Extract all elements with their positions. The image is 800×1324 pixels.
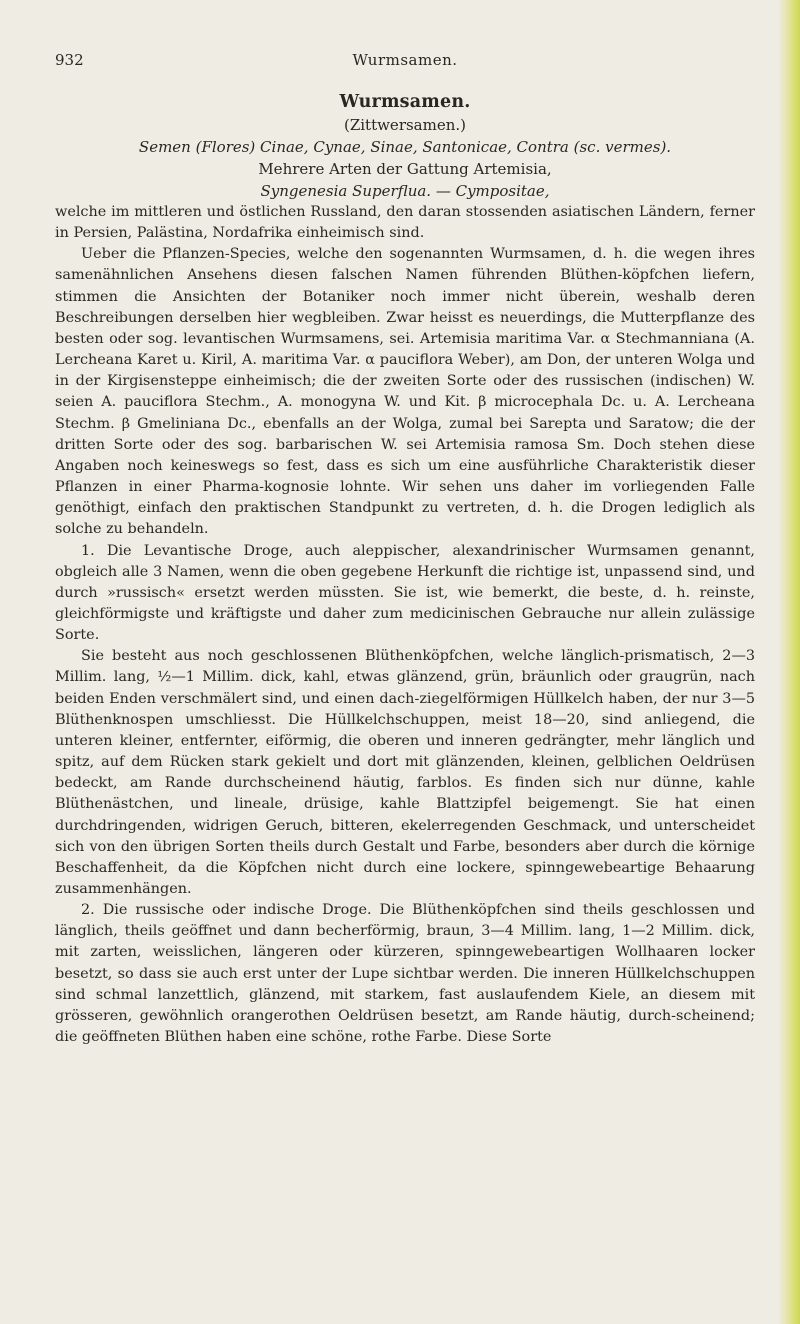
article-subtitle: (Zittwersamen.) [343,116,467,134]
latin-drug-names: Semen (Flores) Cinae, Cynae, Sinae, Santonicae, Contra (sc. vermes). [138,138,672,156]
paragraph-levantine-description: Sie besteht aus noch geschlossenen Blüthenköpfchen, welche länglich-prismatisch, 2—3 Millim. lang, ½—1 Millim. dick, kahl, etwas glänzend, grün, bräunlich oder graugrün, nach beiden Enden verschmälert sind, und einen dach-ziegelförmigen Hüllkelch haben, der nur 3—5 Blüthenknospen umschliesst. Die Hüllkelchschuppen, meist 18—20, sind anliegend, die unteren kleiner, entfernter, eiförmig, die oberen und inneren gedrängter, mehr länglich und spitz, auf dem Rücken stark gekielt und dort mit glänzenden, kleinen, gelblichen Oeldrüsen bedeckt, am Rande durchscheinend häutig, farblos. Es finden sich nur dünne, kahle Blüthenästchen, und lineale, drüsige, kahle Blattzipfel beigemengt. Sie hat einen durchdringenden, widrigen Geruch, bitteren, ekelerregenden Geschmack, und unterscheidet sich von den übrigen Sorten theils durch Gestalt und Farbe, besonders aber durch die körnige Beschaffenheit, da die Köpfchen nicht durch eine lockere, spinngewebeartige Behaarung zusammenhängen. [55,648,755,897]
article-body [55,90,755,1048]
paragraph-levantine-drug: 1. Die Levantische Droge, auch aleppischer, alexandrinischer Wurmsamen genannt, obgleich alle 3 Namen, wenn die oben gegebene Herkunft die richtige ist, unpassend sind, und durch »russisch« ersetzt werden müssten. Sie ist, wie bemerkt, die beste, d. h. reinste, gleichförmigste und kräftigste und daher zum medicinischen Gebrauche nur allein zulässige Sorte. [55,542,755,644]
paragraph-species: Ueber die Pflanzen-Species, welche den sogenannten Wurmsamen, d. h. die wegen ihres samenähnlichen Ansehens diesen falschen Namen führenden Blüthen-köpfchen liefern, stimmen die Ansichten der Botaniker noch immer nicht überein, weshalb deren Beschreibungen derselben hier wegbleiben. Zwar heisst es neuerdings, die Mutterpflanze des besten oder sog. levantischen Wurmsamens, sei. Artemisia maritima Var. α Stechmanniana (A. Lercheana Karet u. Kiril, A. maritima Var. α pauciflora Weber), am Don, der unteren Wolga und in der Kirgisensteppe einheimisch; die der zweiten Sorte oder des russischen (indischen) W. seien A. pauciflora Stechm., A. monogyna W. und Kit. β microcephala Dc. u. A. Lercheana Stechm. β Gmeliniana Dc., ebenfalls an der Wolga, zumal bei Sarepta und Saratow; die der dritten Sorte oder des sog. barbarischen W. sei Artemisia ramosa Sm. Doch stehen diese Angaben noch keineswegs so fest, dass es sich um eine ausführliche Charakteristik dieser Pflanzen in einer Pharma-kognosie lohnte. Wir sehen uns daher im vorliegenden Falle genöthigt, einfach den praktischen Standpunkt zu vertreten, d. h. die Drogen lediglich als solche zu behandeln. [55,246,755,538]
running-title: Wurmsamen. [352,51,458,69]
page-edge-decoration [778,0,800,1324]
paragraph-origin: welche im mittleren und östlichen Russland, den daran stossenden asiatischen Ländern, ferner in Persien, Palästina, Nordafrika einheimisch sind. [55,204,755,242]
classification-line: Syngenesia Superflua. — Cympositae, [260,182,550,200]
running-header [55,46,755,74]
paragraph-russian-drug: 2. Die russische oder indische Droge. Die Blüthenköpfchen sind theils geschlossen und länglich, theils geöffnet und dann becherförmig, braun, 3—4 Millim. lang, 1—2 Millim. dick, mit zarten, weisslichen, längeren oder kürzeren, spinngewebeartigen Wollhaaren locker besetzt, so dass sie auch erst unter der Lupe sichtbar werden. Die inneren Hüllkelchschuppen sind schmal lanzettlich, glänzend, mit starkem, fast auslaufendem Kiele, an diesem mit grösseren, gewöhnlich orangerothen Oeldrüsen besetzt, am Rande häutig, durch-scheinend; die geöffneten Blüthen haben eine schöne, rothe Farbe. Diese Sorte [55,902,755,1046]
article-title: Wurmsamen. [339,92,471,112]
page-number: 932 [55,51,84,69]
genus-line: Mehrere Arten der Gattung Artemisia, [258,160,552,178]
